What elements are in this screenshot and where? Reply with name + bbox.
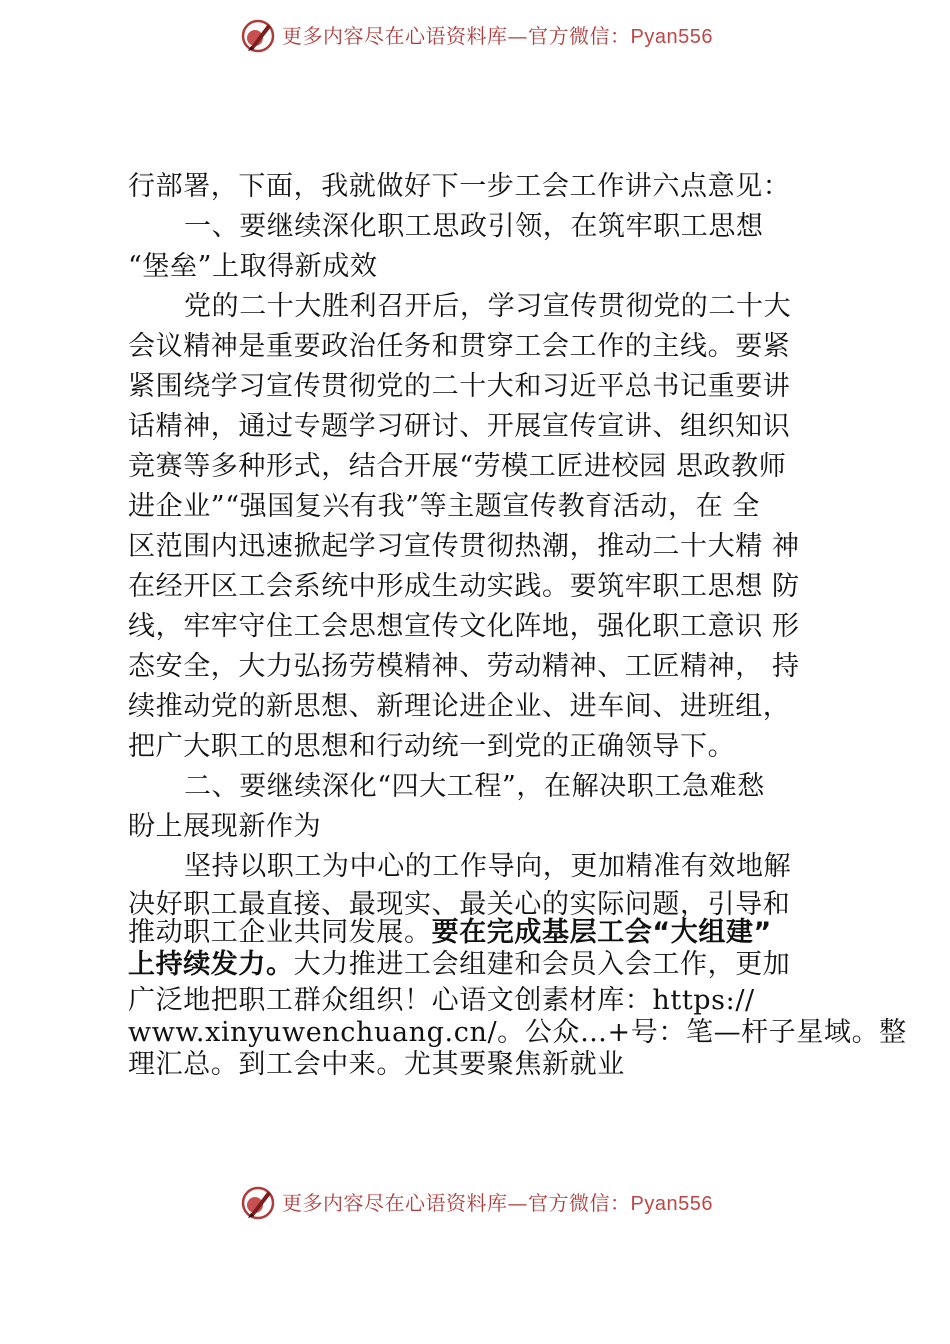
- text-line: 决好职工最直接、最现实、最关心的实际问题，引导和: [128, 889, 791, 920]
- text-line: 区范围内迅速掀起学习宣传贯彻热潮，推动二十大精 神: [128, 531, 800, 562]
- text-line: 理汇总。到工会中来。尤其要聚焦新就业: [128, 1049, 625, 1080]
- text-line: 线，牢牢守住工会思想宣传文化阵地，强化职工意识 形: [128, 611, 800, 642]
- text-line: www.xinyuwenchuang.cn/。公众…+号：笔—杆子星域。整: [128, 1017, 907, 1048]
- banner-slogan: 更多内容尽在心语资料库—官方微信：: [282, 24, 631, 48]
- section-heading-2: 二、要继续深化“四大工程”，在解决职工急难愁: [184, 771, 765, 802]
- text-line-with-bold: [128, 916, 772, 950]
- text-line: 紧围绕学习宣传贯彻党的二十大和习近平总书记重要讲: [128, 371, 791, 402]
- header-banner: [0, 16, 950, 56]
- wechat-id: Pyan556: [630, 26, 713, 48]
- bold-emphasis: 上持续发力。: [128, 949, 294, 980]
- text-line: 把广大职工的思想和行动统一到党的正确领导下。: [128, 731, 736, 762]
- pen-logo-icon: [240, 1185, 276, 1221]
- text-line-with-bold: [128, 948, 790, 982]
- section-heading-1-cont: “堡垒”上取得新成效: [128, 251, 378, 282]
- banner-text: [282, 1189, 713, 1218]
- bold-emphasis: 要在完成基层工会“大组建”: [431, 917, 772, 948]
- text-line: 坚持以职工为中心的工作导向，更加精准有效地解: [184, 851, 792, 882]
- text-line: 党的二十大胜利召开后，学习宣传贯彻党的二十大: [184, 291, 792, 322]
- text-line: 进企业”“强国复兴有我”等主题宣传教育活动，在 全: [128, 491, 760, 522]
- section-heading-2-cont: 盼上展现新作为: [128, 811, 322, 842]
- text-line: 态安全，大力弘扬劳模精神、劳动精神、工匠精神， 持: [128, 651, 800, 682]
- text-line: 行部署，下面，我就做好下一步工会工作讲六点意见：: [128, 171, 791, 202]
- text-line: 竞赛等多种形式，结合开展“劳模工匠进校园 思政教师: [128, 451, 787, 482]
- text-segment: 大力推进工会组建和会员入会工作，更加: [293, 949, 791, 980]
- text-line: 在经开区工会系统中形成生动实践。要筑牢职工思想 防: [128, 571, 800, 602]
- pen-logo-icon: [240, 18, 276, 54]
- text-line: 广泛地把职工群众组织！心语文创素材库：https://: [128, 985, 755, 1016]
- banner-slogan: 更多内容尽在心语资料库—官方微信：: [282, 1191, 631, 1215]
- section-heading-1: 一、要继续深化职工思政引领，在筑牢职工思想: [184, 211, 764, 242]
- text-line: 会议精神是重要政治任务和贯穿工会工作的主线。要紧: [128, 331, 791, 362]
- banner-text: [282, 22, 713, 51]
- text-line: 话精神，通过专题学习研讨、开展宣传宣讲、组织知识: [128, 411, 791, 442]
- text-segment: 推动职工企业共同发展。: [128, 917, 432, 948]
- wechat-id: Pyan556: [630, 1193, 713, 1215]
- text-line: 续推动党的新思想、新理论进企业、进车间、进班组，: [128, 691, 791, 722]
- footer-banner: [0, 1183, 950, 1223]
